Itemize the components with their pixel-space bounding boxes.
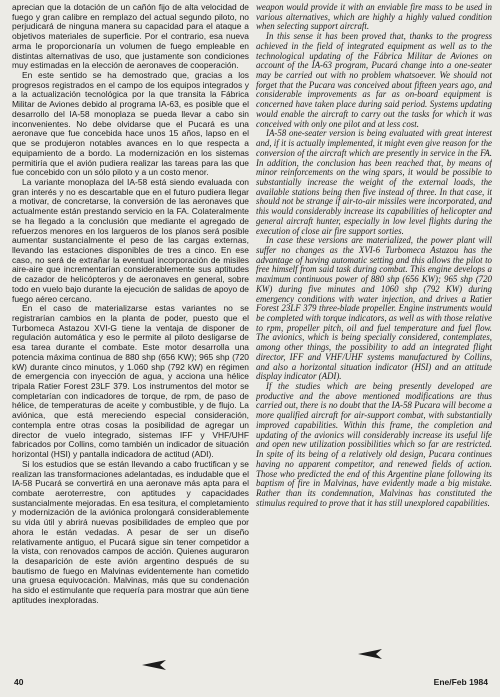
english-paragraph-2: In this sense it has been proved that, thanks to the progress achieved in the field of integrated equipment as well as to the technological updating of the Fábrica Militar de Aviones on account of the IA-63 program, Pucará change into a one-seater may be carried out with no problem whatsoever. We should not forget that the Pucara was conceived about fifteen years ago, and considerable improvements as far as on-board equipment is concerned have taken place during said period. Systems updating would enable the aircraft to carry out the tasks for which it was conceived with only one pilot and at less cost. (256, 31, 492, 129)
spanish-paragraph-5: Si los estudios que se están llevando a cabo fructifican y se realizan las transformaciones adelantadas, es indudable que el IA-58 Pucará se convertirá en una aeronave más apta para el combate aeroterrestre, con aptitudes y capacidades sustancialmente mejoradas. En esa tesitura, el completamiento y modernización de la aviónica prolongará considerablemente su vida útil y abrirá nuevas posibilidades de empleo que por ahora le están vedadas. A pesar de ser un diseño relativamente antiguo, el Pucará sigue sin tener competidor a la vista, con renovados campos de acción. Quienes auguraron la desaparición de este avión argentino después de su bautismo de fuego en Malvinas evidentemente han cometido una gruesa equivocación. Malvinas, más que su condenación ha sido el estimulante que requería para mostrar que aún tiene aptitudes inexploradas. (12, 458, 249, 605)
english-text-column (256, 3, 492, 659)
english-paragraph-5: If the studies which are being presently developed are productive and the above mentioned modifications are thus carried out, there is no doubt that the IA-58 Pucara will become a more qualified aircraft for air-support combat, with substantially improved capabilities. Within this frame, the completion and updating of the avionics will considerably increase its useful life and open new utilization possibilities which so far are restricted. In spite of its being of a relatively old design, Pucara continues having no apparent competitor, and renewed fields of action. Those who predicted the end of this Argentine plane following its baptism of fire in Malvinas, have evidently made a big mistake. Rather than its condemnation, Malvinas has constituted the stimulus required to prove that it has still unexplored capabilities. (256, 381, 492, 508)
spanish-paragraph-3: La variante monoplaza del IA-58 está siendo evaluada con gran interés y no es descartable que en el futuro pudiera llegar a motivar, de concretarse, la conversión de las aeronaves que actualmente están prestando servicio en la FA. Colateralmente se ha llegado a la conclusión que mediante el agregado de refuerzos menores en los largueros de los planos será posible aumentar sustancialmente el peso de las cargas externas, llevando las estaciones disponibles de tres a cinco. En ese caso, no será de extrañar la eventual incorporación de misiles aire-aire que incrementarían considerablemente sus aptitudes de cazador de helicópteros y de aeronaves en general, sobre todo en vuelo bajo durante la ejecución de salidas de apoyo de fuego aéreo cercano. (12, 176, 249, 304)
spanish-paragraph-4: En el caso de materializarse estas variantes no se registrarían cambios en la planta de poder, puesto que el Turbomeca Astazou XVI-G tiene la ventaja de disponer de regulación automática y eso le permite al piloto desligarse de esa tarea durante el combate. Este motor desarrolla una potencia máxima continua de 880 shp (656 KW); 965 shp (720 kW) durante cinco minutos, y 1.060 shp (792 kW) en régimen de emergencia con inyección de agua, y acciona una hélice tripala Ratier Forest 23LF 379. Los instrumentos del motor se completarían con indicadores de torque, de rpm, de paso de hélice, de temperaturas de aceite y combustible, y de flujo. La aviónica, que está mereciendo especial consideración, contempla entre otras cosas la posibilidad de agregar un director de vuelo integrado, sistemas IFF y VHF/UHF fabricados por Collins, como también un indicador de situación horizontal (HSI) y pantalla indicadora de actitud (ADI). (12, 303, 249, 460)
page-number: 40 (14, 677, 24, 687)
english-paragraph-4: In case these versions are materialized, the power plant will suffer no changes as the XVI-6 Turbomeca Astazou has the advantage of having automatic setting and this allows the pilot to free himself from said task during combat. This engine develops a maximum continuous power of 880 shp (656 KW); 965 shp (720 KW) during five minutes and 1060 shp (792 KW) during emergency conditions with water injection, and drives a Ratier Forest 23LF 379 three-blade propeller. Engine instruments would be completed with torque indicators, as well as with those relative to rpm, propeller pitch, oil and fuel temperature and fuel flow. The avionics, which is being specially considered, contemplates, among other things, the possibility to add an integrated flight director, IFF and VHF/UHF systems manufactured by Collins, and also a horizontal situation indicator (HSI) and an attitude display indicator (ADI). (256, 235, 492, 382)
spanish-paragraph-1: aprecian que la dotación de un cañón fijo de alta velocidad de fuego y gran calibre en remplazo del actual segundo piloto, no perjudicará de ninguna manera su capacidad para el ataque a objetivos materiales de superficie. Por el contrario, esa nueva arma le proporcionaría un volumen de fuego empleable en distintas alternativas de uso, que justamente son condiciones muy estimadas en la elección de aeronaves de cooperación. (12, 3, 249, 71)
spanish-paragraph-2: En este sentido se ha demostrado que, gracias a los progresos registrados en el campo de los equipos integrados y a la actualización tecnológica por la que transita la Fábrica Militar de Aviones debido al programa IA-63, es posible que el desarrollo del IA-58 monoplaza se pueda llevar a cabo sin inconvenientes. No debe olvidarse que el Pucará es una aeronave que fue concebida hace unos 15 años, lapso en el que se produjeron notables avances en lo que respecta a equipamiento de a bordo. La modernización en los sistemas permitiría que el avión pudiera realizar las tareas para las que fue concebido con un sólo piloto y a un costo menor. (12, 70, 249, 178)
end-mark-arrow-icon (142, 660, 166, 670)
english-paragraph-1: weapon would provide it with an enviable fire mass to be used in various alternatives, which are highly a highly valued condition when selecting support aircraft. (256, 3, 492, 32)
issue-date: Ene/Feb 1984 (433, 677, 488, 687)
spanish-text-column (12, 3, 249, 669)
end-mark-arrow-icon (358, 649, 382, 659)
page-footer (0, 677, 500, 691)
english-paragraph-3: IA-58 one-seater version is being evaluated with great interest and, if it is actually implemented, it might even give reason for the conversion of the aircraft which are presently in service in the FA. In addition, the conclusion has been reached that, by means of minor reinforcements on the wing spars, it would be possible to substantially increase the weight of the external loads, the available stations being then five instead of three. In that case, it should not be strange if air-to-air missiles were incorporated, and this would considerably increase its capabilities of helicopter and general aircraft hunter, especially in low level flights during the execution of close air fire support sorties. (256, 128, 492, 236)
